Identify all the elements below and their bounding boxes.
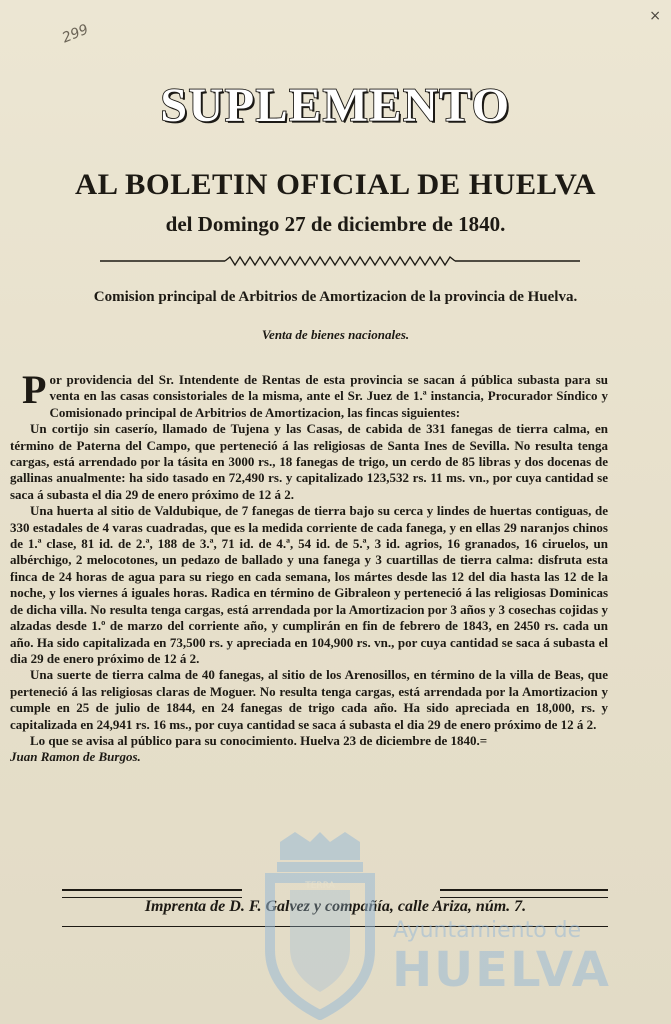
paragraph-intro-text: or providencia del Sr. Intendente de Rentas de esta provincia se sacan á pública subasta para su venta en las casas consistoriales de la misma, ante el Sr. Juez de 1.ª instancia, Procurador Síndico y Comisionado principal de Arbitrios de Amortizacion, las fincas siguientes: <box>49 372 608 420</box>
corner-mark: × <box>649 8 661 24</box>
seal-text: TERRA <box>305 881 335 891</box>
notice-body <box>10 367 608 766</box>
paragraph-closing <box>10 733 608 749</box>
commission-heading: Comision principal de Arbitrios de Amortizacion de la provincia de Huelva. <box>93 289 578 305</box>
paragraph-cortijo: Un cortijo sin caserío, llamado de Tujena y las Casas, de cabida de 331 fanegas de tierra calma, en término de Paterna del Campo, que perteneció á las religiosas de Santa Ines de Sevilla. No resulta tenga cargas, está arrendado por la tásita en 3000 rs., 18 fanegas de trigo, un cerdo de 85 libras y dos docenas de gallinas anualmente: ha sido tasado en 72,490 rs. y capitalizado 123,532 rs. 11 ms. vn., por cuya cantidad se saca á subasta el dia 29 de enero próximo de 12 á 2. <box>10 421 608 502</box>
closing-text: Lo que se avisa al público para su conocimiento. Huelva 23 de diciembre de 1840.= <box>30 732 488 748</box>
imprint-line: Imprenta de D. F. Galvez y compañía, calle Ariza, núm. 7. <box>144 898 527 915</box>
ornament-divider <box>100 255 580 267</box>
paragraph-suerte: Una suerte de tierra calma de 40 fanegas, al sitio de los Arenosillos, en término de la villa de Beas, que perteneció á las religiosas claras de Moguer. No resulta tenga cargas, está arrendada por la Amortizacion y cumple en 25 de julio de 1844, en 24 fanegas de trigo cada año. Ha sido apreciada en 18,000, rs. y capitalizada en 24,941 rs. 16 ms., por cuya cantidad se saca á subasta el dia 29 de enero próximo de 12 á 2. <box>10 667 608 732</box>
watermark-line2: HUELVA <box>392 942 611 998</box>
drop-cap: P <box>22 367 47 412</box>
paragraph-intro <box>10 367 608 421</box>
page-title: SUPLEMENTO <box>160 79 511 132</box>
page-subtitle: AL BOLETIN OFICIAL DE HUELVA <box>74 168 597 201</box>
imprint-rule-right <box>440 889 608 898</box>
paragraph-huerta: Una huerta al sitio de Valdubique, de 7 fanegas de tierra bajo su cerca y lindes de huertas contiguas, de 330 estadales de 4 varas cuadradas, que es la medida corriente de cada fanega, y en ellas 29 naranjos chinos de 1.ª clase, 81 id. de 2.ª, 188 de 3.ª, 71 id. de 4.ª, 54 id. de 5.ª, 3 id. agrios, 16 granados, 16 ciruelos, un albérchigo, 2 melocotones, un pedazo de ballado y una fanega y 3 cuartillas de tierra calma: disfruta esta finca de 24 horas de agua para su riego en cada semana, los mártes desde las 12 del dia hasta las 12 de la noche, y los viernes á iguales horas. Radica en término de Gibraleon y perteneció á las religiosas Dominicas de dicha villa. No resulta tenga cargas, está arrendada por la Amortizacion por 3 años y 3 cosechas cojidas y alzadas desde 1.º de marzo del corriente año, y cumplirán en fin de febrero de 1843, en 2450 rs. cada un año. Ha sido capitalizada en 73,500 rs. y apreciada en 104,900 rs. vn., por cuya cantidad se saca á subasta el dia 29 de enero próximo de 12 á 2. <box>10 503 608 666</box>
imprint-rule-bottom <box>62 926 608 927</box>
dateline: del Domingo 27 de diciembre de 1840. <box>165 212 506 236</box>
section-title: Venta de bienes nacionales. <box>261 327 410 342</box>
watermark-line1: Ayuntamiento de <box>393 918 582 943</box>
imprint-rule-left <box>62 889 242 898</box>
watermark <box>255 830 655 1020</box>
handwritten-page-number: 299 <box>59 21 91 47</box>
signature: Juan Ramon de Burgos. <box>10 749 141 765</box>
city-seal-icon <box>255 830 385 1020</box>
